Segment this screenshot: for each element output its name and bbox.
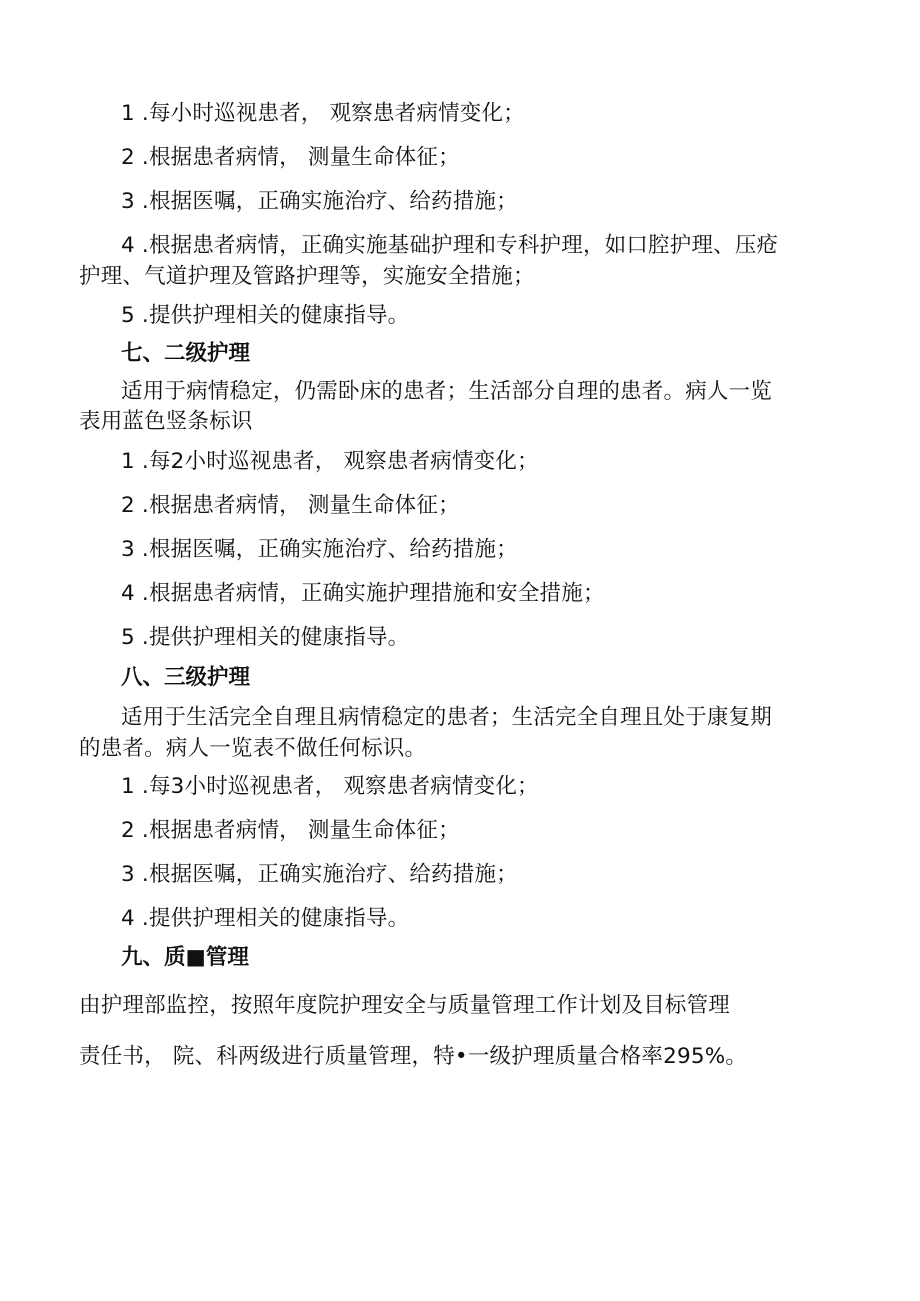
level3-description: 适用于生活完全自理且病情稳定的患者；生活完全自理且处于康复期 [121, 705, 773, 730]
level2-item-2: 2 .根据患者病情， 测量生命体征； [121, 493, 460, 518]
level3-item-3: 3 .根据医嘱，正确实施治疗、给药措施； [121, 862, 518, 887]
level3-description-continued: 的患者。病人一览表不做任何标识。 [79, 736, 427, 761]
level3-item-1: 1 .每3小时巡视患者， 观察患者病情变化； [121, 774, 539, 799]
level2-item-3: 3 .根据医嘱，正确实施治疗、给药措施； [121, 537, 518, 562]
level2-item-4: 4 .根据患者病情，正确实施护理措施和安全措施； [121, 581, 605, 606]
level2-item-1: 1 .每2小时巡视患者， 观察患者病情变化； [121, 449, 539, 474]
level3-item-2: 2 .根据患者病情， 测量生命体征； [121, 818, 460, 843]
level2-description: 适用于病情稳定，仍需卧床的患者；生活部分自理的患者。病人一览 [121, 379, 773, 404]
quality-paragraph-line-1: 由护理部监控，按照年度院护理安全与质量管理工作计划及目标管理 [79, 993, 731, 1018]
quality-heading: 九、质■管理 [121, 945, 249, 970]
level3-item-4: 4 .提供护理相关的健康指导。 [121, 906, 410, 931]
level1-item-1: 1 .每小时巡视患者， 观察患者病情变化； [121, 101, 525, 126]
level1-item-5: 5 .提供护理相关的健康指导。 [121, 303, 410, 328]
level3-heading: 八、三级护理 [121, 665, 251, 690]
level1-item-3: 3 .根据医嘱，正确实施治疗、给药措施； [121, 189, 518, 214]
level2-description-continued: 表用蓝色竖条标识 [79, 409, 253, 434]
quality-paragraph-line-2: 责任书， 院、科两级进行质量管理，特•一级护理质量合格率295%。 [79, 1044, 748, 1069]
level1-item-4-continued: 护理、气道护理及管路护理等，实施安全措施； [79, 264, 535, 289]
level1-item-4: 4 .根据患者病情，正确实施基础护理和专科护理，如口腔护理、压疮 [121, 233, 779, 258]
level2-heading: 七、二级护理 [121, 341, 251, 366]
level2-item-5: 5 .提供护理相关的健康指导。 [121, 625, 410, 650]
level1-item-2: 2 .根据患者病情， 测量生命体征； [121, 145, 460, 170]
